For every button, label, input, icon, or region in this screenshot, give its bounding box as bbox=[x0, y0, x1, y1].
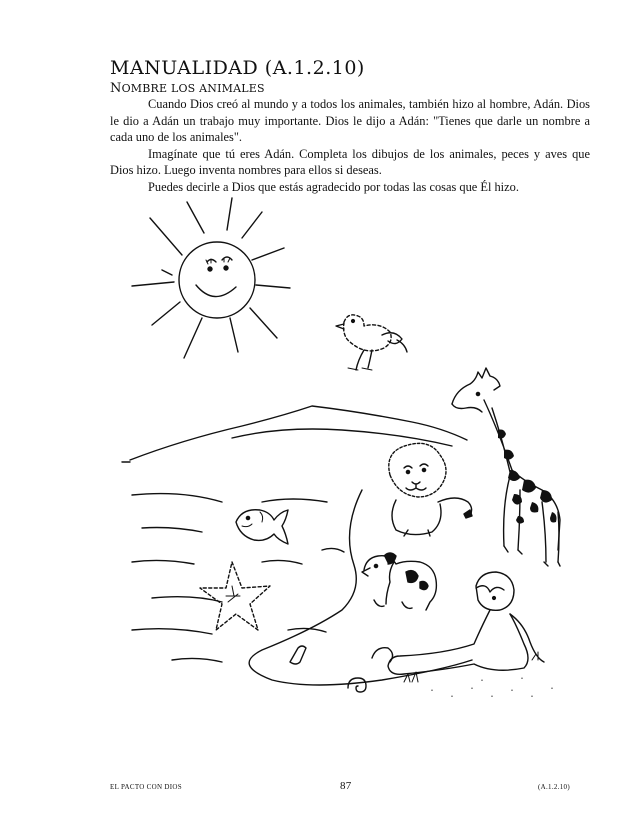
bird-icon bbox=[336, 315, 407, 370]
page-title: MANUALIDAD (A.1.2.10) bbox=[110, 57, 365, 79]
page-subtitle bbox=[110, 81, 265, 96]
dog-icon bbox=[362, 553, 436, 610]
boy-icon bbox=[372, 572, 544, 674]
paragraph: Imagínate que tú eres Adán. Completa los dibujos de los animales, peces y aves que Dios hizo. Luego inventa nombres para ellos si deseas. bbox=[110, 146, 590, 178]
paragraph: Puedes decirle a Dios que estás agradecido por todas las cosas que Él hizo. bbox=[148, 179, 519, 194]
fish-icon bbox=[236, 510, 288, 544]
coloring-illustration bbox=[112, 190, 592, 710]
paragraph: Cuando Dios creó al mundo y a todos los animales, también hizo al hombre, Adán. Dios le dio a Adán un trabajo muy importante. Dios le dijo a Adán: "Tienes que darle un nombre a cada uno de los animales". bbox=[110, 97, 590, 145]
starfish-icon bbox=[200, 562, 270, 630]
lion-icon bbox=[389, 443, 472, 536]
sun-icon bbox=[132, 198, 290, 358]
instructions bbox=[110, 96, 590, 196]
bottle-icon bbox=[290, 646, 306, 664]
footer-book-title: EL PACTO CON DIOS bbox=[110, 783, 182, 791]
sand-dots bbox=[404, 652, 552, 697]
footer-page-number: 87 bbox=[340, 780, 352, 792]
subtitle-initial: N bbox=[110, 81, 122, 96]
mountains-icon bbox=[122, 406, 467, 462]
footer-section-code: (A.1.2.10) bbox=[538, 783, 570, 791]
shell-icon bbox=[348, 678, 366, 692]
giraffe-icon bbox=[452, 368, 560, 566]
subtitle-rest: OMBRE LOS ANIMALES bbox=[121, 82, 265, 95]
